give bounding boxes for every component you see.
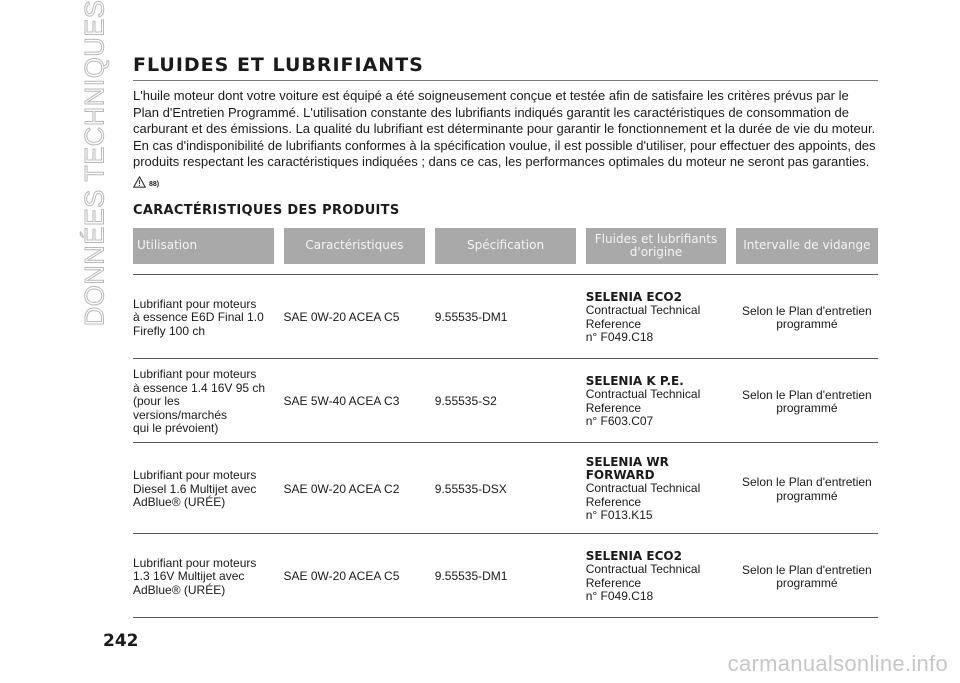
products-table xyxy=(133,228,878,618)
fluid-ref-line: Contractual Technical xyxy=(585,303,701,318)
interval-line: programmé xyxy=(776,488,838,503)
cell-specification: 9.55535-DM1 xyxy=(435,534,577,618)
fluid-ref-line: Reference xyxy=(585,400,642,415)
interval-line: programmé xyxy=(776,576,838,590)
cell-characteristics: SAE 0W-20 ACEA C2 xyxy=(284,443,426,534)
cell-characteristics: SAE 0W-20 ACEA C5 xyxy=(284,275,426,359)
cell-interval xyxy=(736,359,878,443)
header-gap xyxy=(274,228,283,264)
usage-line: Firefly 100 ch xyxy=(133,323,206,338)
cell-original-fluid xyxy=(586,534,727,618)
table-row xyxy=(133,359,878,443)
chapter-side-tab xyxy=(70,0,120,327)
cell-usage xyxy=(133,534,274,618)
usage-line: Diesel 1.6 Multijet avec xyxy=(133,481,257,496)
table-row xyxy=(133,534,878,618)
cell-usage xyxy=(133,359,274,443)
page-content xyxy=(133,54,878,618)
fluid-ref-line: n° F049.C18 xyxy=(585,330,654,345)
watermark: carmanualsonline.info xyxy=(727,651,948,676)
cell-original-fluid xyxy=(586,275,727,359)
header-gap xyxy=(726,228,735,264)
fluid-name: SELENIA WR xyxy=(585,455,669,470)
cell-usage xyxy=(133,443,274,534)
cell-characteristics: SAE 5W-40 ACEA C3 xyxy=(284,359,426,443)
fluid-name: FORWARD xyxy=(585,468,655,483)
warning-note xyxy=(133,173,878,191)
usage-line: AdBlue® (URÉE) xyxy=(133,495,226,510)
fluid-ref-line: Contractual Technical xyxy=(585,562,701,577)
usage-line: Lubrifiant pour moteurs xyxy=(133,296,257,311)
fluid-ref-line: Contractual Technical xyxy=(585,481,701,496)
fluid-name: SELENIA K P.E. xyxy=(585,374,684,389)
fluid-ref-line: Reference xyxy=(585,494,642,509)
header-original-fluids: Fluides et lubrifiants d'origine xyxy=(586,228,727,264)
fluid-ref-line: Reference xyxy=(585,316,642,331)
cell-interval xyxy=(736,534,878,618)
cell-interval xyxy=(736,275,878,359)
fluid-ref-line: Contractual Technical xyxy=(585,387,701,402)
cell-specification: 9.55535-S2 xyxy=(435,359,577,443)
fluid-ref-line: n° F603.C07 xyxy=(585,414,654,429)
table-row xyxy=(133,275,878,359)
interval-line: programmé xyxy=(776,317,838,331)
header-characteristics: Caractéristiques xyxy=(284,228,426,264)
usage-line: 1.3 16V Multijet avec xyxy=(133,569,245,584)
fluid-name: SELENIA ECO2 xyxy=(585,549,682,564)
interval-line: Selon le Plan d'entretien xyxy=(742,475,872,489)
usage-line: Lubrifiant pour moteurs xyxy=(133,555,257,570)
header-usage: Utilisation xyxy=(133,228,274,264)
fluid-ref-line: n° F013.K15 xyxy=(585,508,653,523)
interval-line: Selon le Plan d'entretien xyxy=(742,303,872,318)
availability-paragraph: En cas d'indisponibilité de lubrifiants conformes à la spécification voulue, il est possible d'utiliser, pour effectuer des appoints, des produits respectant les caractéristiques indiquées ; dans ce cas, les performances optimales du moteur ne seront pas garanties. xyxy=(133,137,876,169)
cell-usage xyxy=(133,275,274,359)
fluid-ref-line: n° F049.C18 xyxy=(585,589,654,604)
intro-paragraph: L'huile moteur dont votre voiture est équipé a été soigneusement conçue et testée afin de satisfaire les critères prévus par le Plan d'Entretien Programmé. L'utilisation constante des lubrifiants indiqués garantit les caractéristiques de consommation de carburant et des émissions. La qualité du lubrifiant est déterminante pour garantir le fonctionnement et la durée de vie du moteur. xyxy=(133,88,876,136)
header-interval: Intervalle de vidange xyxy=(736,228,878,264)
cell-original-fluid xyxy=(586,359,727,443)
cell-specification: 9.55535-DM1 xyxy=(435,275,577,359)
usage-line: Lubrifiant pour moteurs xyxy=(133,367,257,382)
header-rule xyxy=(133,264,878,275)
table-row xyxy=(133,443,878,534)
usage-line: AdBlue® (URÉE) xyxy=(133,582,226,597)
fluid-name: SELENIA ECO2 xyxy=(585,290,682,305)
page-number: 242 xyxy=(103,631,139,651)
header-specification: Spécification xyxy=(435,228,577,264)
header-gap xyxy=(425,228,434,264)
usage-line: à essence E6D Final 1.0 xyxy=(133,310,264,325)
section-title: FLUIDES ET LUBRIFIANTS xyxy=(133,54,878,81)
table-header-row xyxy=(133,228,878,264)
warning-triangle-icon xyxy=(133,176,146,188)
interval-line: programmé xyxy=(776,401,838,415)
usage-line: qui le prévoient) xyxy=(133,421,219,436)
products-subtitle: CARACTÉRISTIQUES DES PRODUITS xyxy=(133,202,400,218)
cell-original-fluid xyxy=(586,443,727,534)
usage-line: à essence 1.4 16V 95 ch xyxy=(133,380,266,395)
chapter-side-tab-label: DONNÉES TECHNIQUES xyxy=(79,0,110,327)
header-gap xyxy=(576,228,585,264)
cell-characteristics: SAE 0W-20 ACEA C5 xyxy=(284,534,426,618)
cell-interval xyxy=(736,443,878,534)
note-reference: 88) xyxy=(149,181,160,188)
cell-specification: 9.55535-DSX xyxy=(435,443,577,534)
fluid-ref-line: Reference xyxy=(585,575,642,590)
interval-line: Selon le Plan d'entretien xyxy=(742,562,872,577)
interval-line: Selon le Plan d'entretien xyxy=(742,387,872,402)
usage-line: (pour les versions/marchés xyxy=(133,394,228,422)
usage-line: Lubrifiant pour moteurs xyxy=(133,468,257,483)
